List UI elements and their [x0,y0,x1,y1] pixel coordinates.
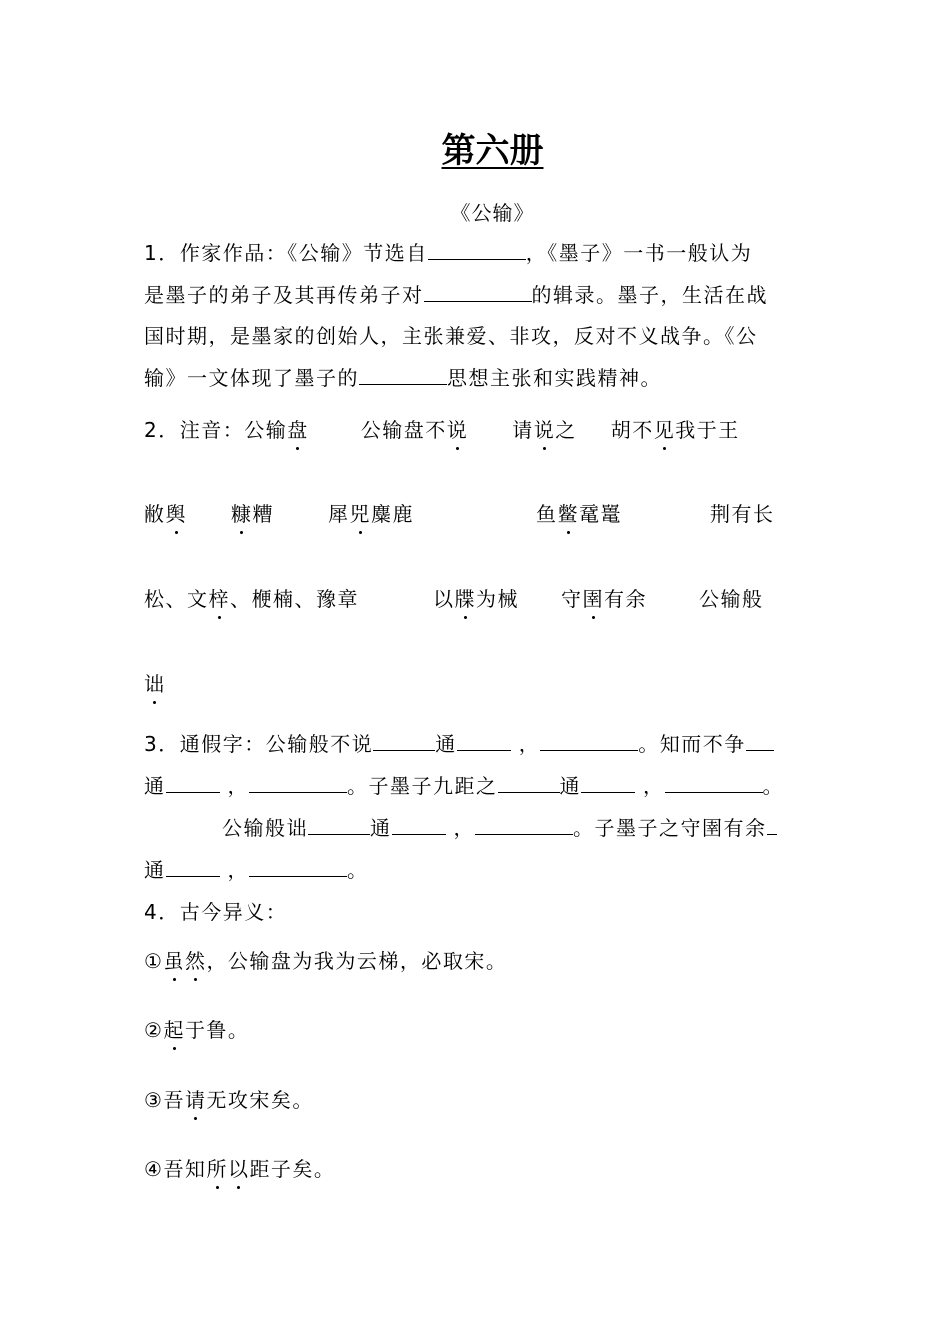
q4-item-2: ②起于鲁。 [144,1018,250,1042]
q1-line-4: 输》一文体现了墨子的 思想主张和实践精神。 [144,366,662,390]
pinyin-item: 公输盘不说 [360,418,469,442]
q4-item-4: ④吾知所以距子矣。 [144,1157,336,1181]
q3-line-4: 通 ， 。 [144,858,369,882]
q2-row-2 [144,501,775,527]
q1-line-1: 1．作家作品：《公输》节选自 ，《墨子》一书一般认为 [144,241,753,265]
answer-blank[interactable] [475,816,573,835]
answer-blank[interactable] [665,774,763,793]
q3-line-1: 3．通假字：公输般不说 通 ， 。知而不争 [144,731,774,757]
answer-blank[interactable] [746,732,774,751]
pinyin-item: 荆有长 [710,502,775,526]
pinyin-item: 以牒为械 [433,587,519,611]
answer-blank[interactable] [166,774,220,793]
answer-blank[interactable] [392,816,446,835]
answer-blank[interactable] [498,774,560,793]
answer-blank[interactable] [359,366,447,385]
answer-blank[interactable] [457,732,511,751]
q2-row-3 [144,586,764,612]
q3-line-2: 通 ， 。子墨子九距之 通 ， 。 [144,774,784,798]
q1-line-3: 国时期，是墨家的创始人，主张兼爱、非攻，反对不义战争。《公 [144,324,758,348]
answer-blank[interactable] [373,732,435,751]
answer-blank[interactable] [249,774,347,793]
lesson-title: 《公输》 [450,201,535,225]
pinyin-item: 松、文梓、楩楠、豫章 [144,587,359,611]
q3-line-3: 公输般诎 通 ， 。子墨子之守圉有余 [222,815,777,841]
q2-row-4: 诎 [144,672,166,696]
answer-blank[interactable] [308,816,370,835]
page-title: 第六册 [441,131,544,171]
answer-blank[interactable] [767,816,777,835]
answer-blank[interactable] [424,283,532,302]
answer-blank[interactable] [428,241,526,260]
answer-blank[interactable] [540,732,638,751]
pinyin-item: 公输盘 [244,418,309,442]
answer-blank[interactable] [166,858,220,877]
pinyin-item: 公输般 [699,587,764,611]
pinyin-item: 胡不见我于王 [610,418,740,442]
answer-blank[interactable] [249,858,347,877]
q4-label: 4．古今异义： [144,900,288,924]
pinyin-item: 犀兕麋鹿 [328,502,414,526]
q4-item-1: ①虽然，公输盘为我为云梯，必取宋。 [144,949,508,973]
q1-line-2: 是墨子的弟子及其再传弟子对 的辑录。墨子，生活在战 [144,283,768,307]
pinyin-item: 守圉有余 [561,587,647,611]
pinyin-item: 敝舆 [144,502,187,526]
pinyin-item: 鱼鳖鼋鼍 [536,502,622,526]
pinyin-item: 请说之 [512,418,577,442]
q2-row-1: 2．注音：公输盘 公输盘不说 请说之 胡不见我于王 [144,418,740,442]
answer-blank[interactable] [581,774,635,793]
q4-item-3: ③吾请无攻宋矣。 [144,1088,314,1112]
pinyin-item: 糠糟 [231,502,274,526]
